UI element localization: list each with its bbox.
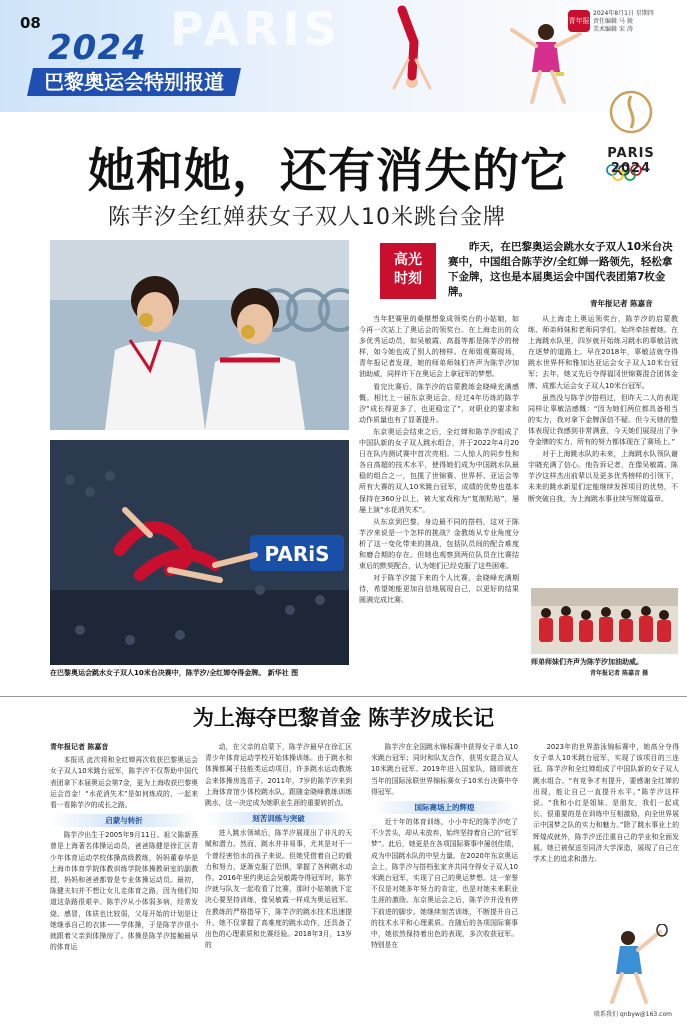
paris-watermark: PARIS xyxy=(170,2,341,56)
photo-medal-celebration-graphic xyxy=(50,240,349,430)
diver-illustration xyxy=(372,0,452,100)
photo-synchro-dive-graphic xyxy=(50,440,349,665)
paris-sign-text: PARiS xyxy=(264,542,330,566)
paragraph: 陈芋汐出生于2005年9月11日。祖父陈新燕曾是上海著名体操运动员，爸爸陈健是徐汇区青少年体育运动学校体操高级教练，妈妈董春华是上海市体育学院体教训练学院体操教研室的副教授，妈妈和爸爸都曾是专业体操运动员。最初，陈健夫妇并不想让女儿走体育之路，因为他们知道这条路很艰辛。陈芋汐从小体弱多病，经常发烧、感冒，体质也比较弱，父母开始的计划是让她继承自己的衣钵——学体操，于是陈芋汐很小就跟着父亲到体操房了。体操是陈芋汐接触最早的体育运 xyxy=(50,831,198,952)
brand-year: 2024 xyxy=(48,28,147,68)
article-subtitle: 陈芋汐全红婵获女子双人10米跳台金牌 xyxy=(108,205,506,230)
story-title: 为上海夺巴黎首金 陈芋汐成长记 xyxy=(192,705,495,730)
paragraph: 2023年的世界游泳锦标赛中，她高分夺得女子单人10米跳台冠军，实现了该项目的三连冠。陈芋汐和全红婵组成了中国队新的女子双人跳水组合。“有竞争才有提升，要感谢全红婵的出现，能让自己一直提升水平。”陈芋汐这样说。“我和小红是姐妹、是朋友，我们一起成长、很重要的是在训练中互相激励，向全世界展示中国梦之队的实力和魅力。”除了跳水事业上的辉煌成就外，陈芋汐还注重自己的学业和全面发展。她已被保送至同济大学深造，展现了自己在学术上的追求和潜力。 xyxy=(533,743,679,864)
page-number: 08 xyxy=(20,14,41,32)
highlight-badge xyxy=(380,243,436,299)
lead-byline: 青年报记者 陈嘉音 xyxy=(590,299,653,308)
story-intro: 本报讯 此次将和全红婵再次收获巴黎奥运会女子双人10米跳台冠军，陈芋汐不仅帮助中国代表团拿下本届奥运会第7金，更为上海收获巴黎奥运会首金！“水花消失术”是如何炼成的，一起来看一看陈芋汐的成长之路。 xyxy=(50,756,198,810)
newspaper-logo: 青年报 xyxy=(568,10,590,32)
article-title: 她和她，还有消失的它 xyxy=(88,144,568,199)
photo-cheering-kids-graphic xyxy=(531,588,678,654)
story-column-2 xyxy=(205,742,352,951)
brand-subtitle xyxy=(27,68,241,96)
paragraph: 陈芋汐在全国跳水锦标赛中获得女子单人10米跳台冠军；同时和队友合作，获男女混合双人10米跳台冠军。2019年进入国家队，随即就在当年的国际泳联世界锦标赛女子10米台决赛中夺得冠军。 xyxy=(371,743,518,796)
badminton-player-illustration-bottom xyxy=(598,924,668,1006)
subhead-international: 国际赛场上的辉煌 xyxy=(371,801,518,814)
story-byline: 青年报记者 陈嘉音 xyxy=(50,743,109,751)
lead-paragraph: 昨天，在巴黎奥运会跳水女子双人10米台决赛中，中国组合陈芋汐/全红婵一路领先，轻松拿下金牌，这也是本届奥运会中国代表团第7枚金牌。 xyxy=(448,241,673,298)
art-editor-line: 美术编辑 宋 涛 xyxy=(593,26,633,33)
paragraph: 近十年的体育训练，小小年纪的陈芋汐吃了不少苦头，却从未放弃，始终坚持着自己的“冠军梦”。此后，她更是在各项国际赛事中屡创佳绩，成为中国跳水队的中坚力量。在2020年东京奥运会上，陈芋汐与搭档张家齐共同夺得女子双人10米跳台冠军，实现了自己的奥运梦想。这一荣誉不仅是对她多年努力的肯定，也是对她未来职业生涯的激励。东京奥运会之后，陈芋汐并没有停下前进的脚步。她继续刻苦训练，不断提升自己的技术水平和心理素质。在随后的各项国际赛事中，她依然保持着出色的表现，多次收获冠军。特别是在 xyxy=(371,818,518,950)
subhead-training: 刻苦训练与突破 xyxy=(205,812,352,825)
photo3-byline: 青年报记者 陈嘉音 摄 xyxy=(590,670,649,677)
photo3-caption: 师弟师妹们齐声为陈芋汐加油助威。 xyxy=(531,658,643,666)
article-column-a xyxy=(359,314,519,607)
paragraph: 对于陈芋汐接下来的个人比赛，金晓峰充满期待，希望她能更加自信地展现自己，以更好的结果圆满完成比赛。 xyxy=(359,574,519,605)
issue-date: 2024年8月1日 星期四 xyxy=(593,10,654,17)
story-column-4 xyxy=(533,742,679,865)
paragraph: 看完比赛后，陈芋汐的启蒙教练金晓峰充满感慨。相比上一届东京奥运会，经过4年历练的陈芋汐“成长得更多了，也更稳定了”，对职业的要求和动作质量也有了显著提升。 xyxy=(359,382,519,424)
header-band xyxy=(0,0,687,112)
paragraph: 当年把赛里的桑椹想象成领奖台的小姑娘，如今再一次站上了奥运会的领奖台。在上海走出的众多优秀运动员，如吴敏霞、高磊等都是陈芋汐的榜样，如今她也成了别人的榜样。在师姐观赛现场，青年报记者发现，她的师弟师妹们齐声为陈芋汐加油助威，同样许下在奥运会上拿冠军的梦想。 xyxy=(359,315,519,379)
article-column-b xyxy=(528,314,678,506)
story-column-1 xyxy=(50,742,198,953)
section-divider xyxy=(0,696,687,697)
editor-line: 责任编辑 马 骏 xyxy=(593,18,633,25)
photo-medal-celebration xyxy=(50,240,349,430)
paragraph: 对于上海跳水队的未来，上海跳水队领队谢宇晓充满了信心。他告诉记者，在像吴敏霞、陈芋汐这样杰出前辈以及更多优秀榜样的引领下，未来的跳水新星们定能继续发挥项目的优势，不断突破自我，为上海跳水事业续写辉煌篇章。 xyxy=(528,450,678,503)
subhead-enlightenment: 启蒙与转折 xyxy=(50,814,198,827)
paragraph: 动，在父亲的启蒙下，陈芋汐最早在徐汇区青少年体育运动学校开始体操训练。由于跳水和体操都属于技能类运动项目，许多跳水运动教练会来体操房选苗子。2011年，7岁的陈芋汐来到上海体育馆少体校跳水队，跟随金晓峰教练训练跳水，这一决定成为她职业生涯的重要转折点。 xyxy=(205,743,352,808)
photo-cheering-kids xyxy=(531,588,678,654)
photo-caption: 在巴黎奥运会跳水女子双人10米台决赛中，陈芋汐/全红婵夺得金牌。 新华社 图 xyxy=(50,669,299,677)
paragraph: 虽然没与陈芋汐搭档过，但昨天二人的表现同样让辜敏洁感慨：“因为她们两位都具备相当的实力，我对拿下金牌深信不疑。但今天她的整体表现让我感到非常满意，今天她们展现出了争夺金牌的实力，所有的努力都体现在了赛场上。” xyxy=(528,393,678,447)
paris-2024-text: PARIS 2024 xyxy=(607,146,655,176)
brand-subtitle-text: 巴黎奥运会特别报道 xyxy=(44,70,224,94)
footer-contact: 联系我们 qnbyw@163.com xyxy=(594,1011,672,1018)
story-column-3 xyxy=(371,742,518,951)
paragraph: 从东京到巴黎，身边最不同的搭档，这对于陈芋汐来说是一个怎样的挑战？金教练从专业角度分析了这一变化带来的挑战，包括队员间的配合难度和磨合期的存在。但她也观察到两位队员在比赛结束后的默契配合，认为她们已经克服了这些困难。 xyxy=(359,517,519,571)
paragraph: 从上海走上奥运领奖台，陈芋汐的启蒙教练、师弟师妹和老师同学们，始终牵挂着她。在上海跳水队里，四岁就开始练习跳水的辜敏洁就在逐梦的道路上。早在2018年，辜敏洁就夺得跳水世界杯和雅加达亚运会女子双人10米台冠军；去年，她又先后夺得福冈世锦赛混合团体金牌、成都大运会女子双人10米台冠军。 xyxy=(528,315,678,390)
paragraph: 进入跳水领域后，陈芋汐展现出了非凡的天赋和潜力。然而，跳水并非易事，尤其是对于一个曾经害怕水的孩子来说。但她凭借着自己的毅力和努力，逐渐克服了恐惧，掌握了各种跳水动作。2016年里约奥运会吴敏霞夺得冠军时，陈芋汐就与队友一起收看了比赛，那时小姑娘就下定决心要坚持训练，像吴敏霞一样成为奥运冠军。在教练的严格指导下，陈芋汐的跳水技术迅速提升。她不仅掌握了高难度的跳水动作，还具备了出色的心理素质和比赛经验。2018年3月，13岁的 xyxy=(205,829,352,950)
photo-synchro-dive xyxy=(50,440,349,665)
badge-bottom-text: 时刻 xyxy=(394,271,422,287)
badge-top-text: 高光 xyxy=(394,252,422,268)
header-meta xyxy=(593,10,683,34)
paragraph: 东京奥运会结束之后，全红婵和陈芋汐组成了中国队新的女子双人跳水组合，并于2022年4月20日在队内测试赛中首次亮相。二人惊人的同步性和各自高超的技术水平，使得她们成为中国跳水队最稳的组合之一，包揽了世锦赛、世界杯、亚运会等所有大赛的双人10米跳台冠军，成绩的优势也基本保持在360分以上，被大家戏称为“复制粘贴”，屡屡上演“水花消失术”。 xyxy=(359,427,519,514)
